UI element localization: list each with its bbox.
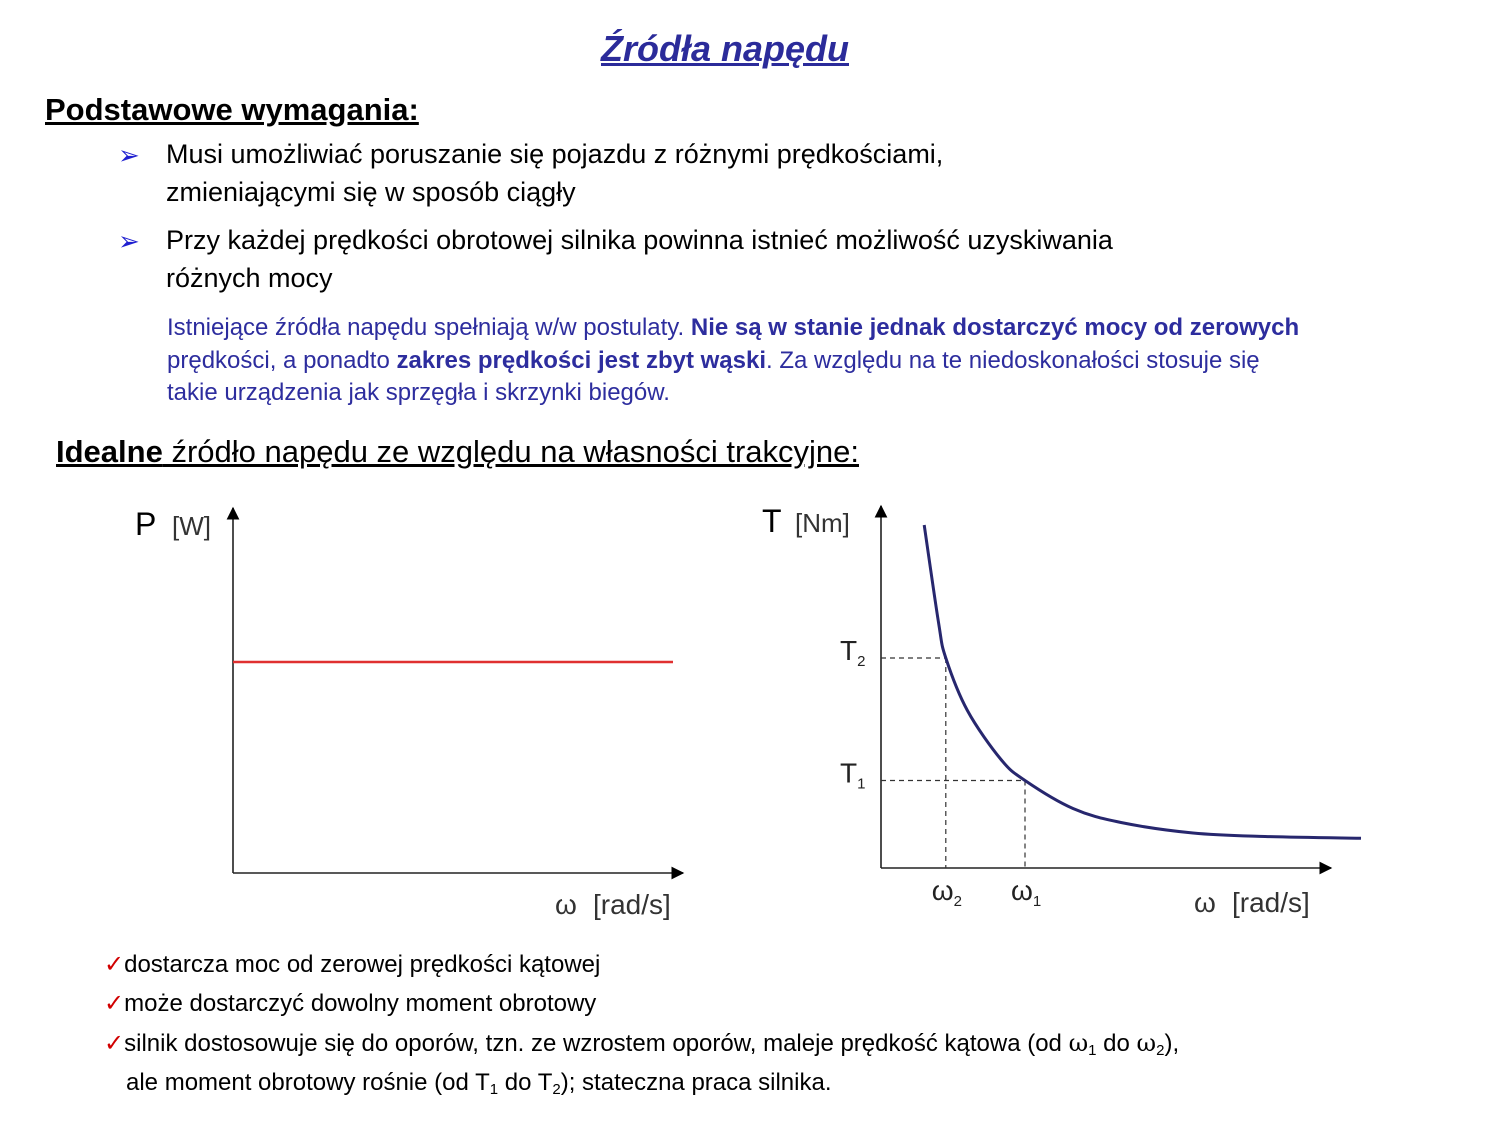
power-xlabel-symbol: ω [555, 889, 577, 920]
torque-xlabel-symbol: ω [1194, 887, 1216, 918]
torque-ylabel-unit: [Nm] [795, 508, 850, 538]
check-icon: ✓ [104, 1030, 125, 1057]
ideal-heading: Idealne źródło napędu ze względu na własności trakcyjne: [56, 434, 859, 469]
requirement-2-line2: różnych mocy [166, 263, 333, 293]
power-xlabel-unit: [rad/s] [593, 889, 671, 920]
x-tick-label: $\omega_1$ [1011, 875, 1042, 910]
requirement-1-line2: zmieniającymi się w sposób ciągły [166, 177, 576, 207]
conclusion-3: ✓silnik dostosowuje się do oporów, tzn. ze wzrostem oporów, maleje prędkość kątowa (od $\omega_1$ do $\omega_2$), ale moment obrotowy rośnie (od $T_1$ do $T_2$); stateczna praca silnika. [104, 1029, 1180, 1098]
torque-chart [762, 503, 1361, 918]
torque-series-curve [924, 525, 1361, 838]
requirement-2-line1: Przy każdej prędkości obrotowej silnika powinna istnieć możliwość uzyskiwania [166, 225, 1113, 255]
torque-ylabel-symbol: T [762, 503, 782, 539]
power-ylabel-symbol: P [135, 506, 157, 542]
check-icon: ✓ [104, 990, 125, 1017]
power-ylabel-unit: [W] [172, 511, 211, 541]
page-title: Źródła napędu [600, 28, 849, 69]
torque-xlabel-unit: [rad/s] [1232, 887, 1310, 918]
check-icon: ✓ [104, 951, 125, 978]
x-tick-label: $\omega_2$ [931, 875, 963, 910]
y-tick-label: $T_1$ [840, 757, 866, 793]
requirement-1-line1: Musi umożliwiać poruszanie się pojazdu z różnymi prędkościami, [166, 139, 944, 169]
arrow-bullet-icon: ➢ [118, 140, 140, 170]
power-chart [135, 506, 683, 920]
y-tick-label: $T_2$ [840, 635, 866, 670]
arrow-bullet-icon: ➢ [118, 226, 140, 256]
requirements-heading: Podstawowe wymagania: [45, 92, 419, 127]
conclusion-1: ✓dostarcza moc od zerowej prędkości kątowej [104, 951, 601, 978]
conclusion-2: ✓może dostarczyć dowolny moment obrotowy [104, 990, 597, 1017]
note-paragraph: Istniejące źródła napędu spełniają w/w postulaty. Nie są w stanie jednak dostarczyć mocy od zerowych prędkości, a ponadto zakres prędkości jest zbyt wąski. Za względu na te niedoskonałości stosuje się takie urządzenia jak sprzęgła i skrzynki biegów. [167, 314, 1300, 406]
